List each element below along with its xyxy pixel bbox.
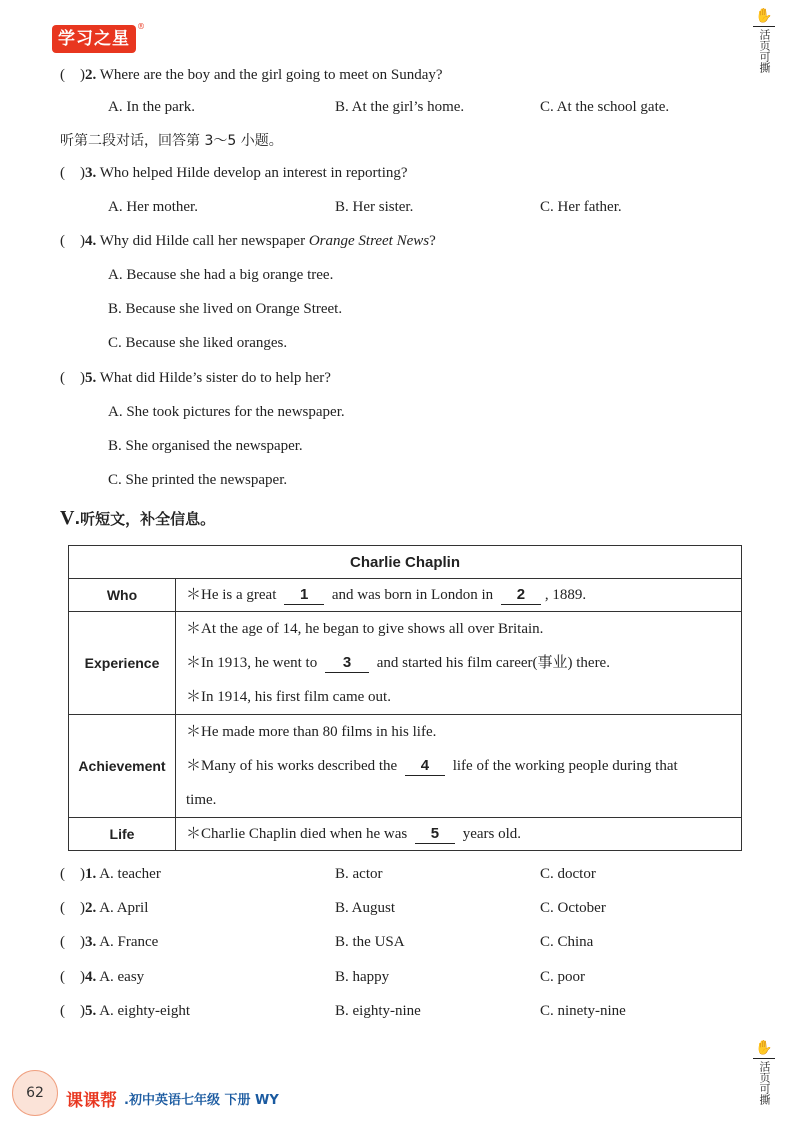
choice-question-4	[60, 968, 144, 986]
cell-text: life of the working people during that	[452, 758, 678, 774]
row-header-life: Life	[69, 818, 176, 851]
question-text: What did Hilde’s sister do to help her?	[99, 370, 331, 386]
option-b: B. August	[335, 900, 396, 916]
option-b: B. eighty-nine	[335, 1003, 421, 1019]
row-life	[176, 818, 742, 851]
cell-text: ＊Many of his works described the	[186, 758, 398, 774]
option-b: B. happy	[335, 969, 390, 985]
section-v-heading	[60, 507, 215, 530]
question-text: Why did Hilde call her newspaper	[99, 233, 309, 249]
cell-text: ＊He is a great	[186, 587, 277, 603]
question-number: 5.	[85, 370, 97, 386]
answer-paren[interactable]: ( )	[60, 1003, 85, 1019]
question-number: 3.	[85, 165, 97, 181]
row-who	[176, 579, 742, 612]
section-numeral: V	[60, 507, 75, 529]
tear-divider	[753, 26, 775, 27]
option-c: C. Because she liked oranges.	[108, 335, 288, 351]
cell-text: years old.	[462, 826, 522, 842]
row-experience	[176, 612, 742, 715]
question-number: 2.	[85, 67, 97, 83]
question-text: Where are the boy and the girl going to meet on Sunday?	[99, 67, 443, 83]
option-a: A. France	[99, 934, 159, 950]
option-c: C. Her father.	[540, 199, 622, 215]
blank-1[interactable]: 1	[284, 586, 324, 605]
option-c: C. doctor	[540, 866, 596, 882]
question-4	[60, 232, 436, 250]
row-achievement	[176, 715, 742, 818]
cell-text: , 1889.	[544, 587, 587, 603]
footer-brand: 课课帮	[66, 1091, 117, 1111]
option-a: A. She took pictures for the newspaper.	[108, 404, 345, 420]
question-number: 4.	[85, 969, 97, 985]
question-number: 5.	[85, 1003, 97, 1019]
option-a: A. easy	[99, 969, 145, 985]
question-number: 4.	[85, 233, 97, 249]
choice-question-3	[60, 933, 158, 951]
option-b: B. actor	[335, 866, 383, 882]
section-title: .听短文，补全信息。	[74, 510, 216, 528]
option-b: B. At the girl’s home.	[335, 99, 465, 115]
cell-text: ＊He made more than 80 films in his life.	[186, 724, 437, 740]
tear-label: 活页可撕	[758, 1061, 771, 1105]
hand-tear-icon: ✋	[755, 1040, 773, 1056]
answer-paren[interactable]: ( )	[60, 934, 85, 950]
option-c: C. At the school gate.	[540, 99, 670, 115]
tear-strip-top	[750, 8, 778, 73]
cell-text: ＊In 1914, his first film came out.	[186, 689, 391, 705]
blank-4[interactable]: 4	[405, 757, 445, 776]
row-header-achievement: Achievement	[69, 715, 176, 818]
option-a: A. April	[99, 900, 149, 916]
answer-paren[interactable]: ( )	[60, 370, 85, 386]
table-title: Charlie Chaplin	[69, 546, 742, 579]
tear-strip-bottom	[750, 1040, 778, 1105]
option-a: A. teacher	[99, 866, 161, 882]
question-number: 1.	[85, 866, 97, 882]
blank-3[interactable]: 3	[325, 654, 369, 673]
choice-question-5	[60, 1002, 190, 1020]
page-number: 62	[12, 1070, 58, 1116]
footer-book-title: .初中英语七年级 下册 WY	[124, 1093, 279, 1108]
question-3	[60, 164, 408, 182]
option-c: C. poor	[540, 969, 585, 985]
question-number: 2.	[85, 900, 97, 916]
option-c: C. ninety-nine	[540, 1003, 626, 1019]
answer-paren[interactable]: ( )	[60, 969, 85, 985]
cell-text: and was born in London in	[331, 587, 494, 603]
option-a: A. Because she had a big orange tree.	[108, 267, 334, 283]
row-header-experience: Experience	[69, 612, 176, 715]
answer-paren[interactable]: ( )	[60, 165, 85, 181]
cell-text: ＊At the age of 14, he began to give shows all over Britain.	[186, 621, 544, 637]
option-a: A. eighty-eight	[99, 1003, 191, 1019]
brand-logo: 学习之星	[52, 25, 136, 53]
choice-question-2	[60, 899, 148, 917]
question-mark: ?	[429, 233, 436, 249]
row-header-who: Who	[69, 579, 176, 612]
tear-divider	[753, 1058, 775, 1059]
section-instruction: 听第二段对话，回答第 3～5 小题。	[60, 133, 283, 149]
option-b: B. the USA	[335, 934, 405, 950]
option-b: B. Because she lived on Orange Street.	[108, 301, 343, 317]
answer-paren[interactable]: ( )	[60, 67, 85, 83]
charlie-chaplin-table	[68, 545, 742, 851]
answer-paren[interactable]: ( )	[60, 866, 85, 882]
registered-mark: ®	[137, 22, 145, 31]
blank-5[interactable]: 5	[415, 825, 455, 844]
cell-text: time.	[186, 792, 217, 808]
option-c: C. China	[540, 934, 594, 950]
question-number: 3.	[85, 934, 97, 950]
option-c: C. October	[540, 900, 606, 916]
option-b: B. Her sister.	[335, 199, 414, 215]
tear-label: 活页可撕	[758, 29, 771, 73]
question-text: Who helped Hilde develop an interest in reporting?	[99, 165, 408, 181]
cell-text: ＊In 1913, he went to	[186, 655, 318, 671]
question-2	[60, 66, 443, 84]
choice-question-1	[60, 865, 161, 883]
option-a: A. In the park.	[108, 99, 196, 115]
blank-2[interactable]: 2	[501, 586, 541, 605]
answer-paren[interactable]: ( )	[60, 233, 85, 249]
option-b: B. She organised the newspaper.	[108, 438, 303, 454]
cell-text: and started his film career(事业) there.	[376, 655, 610, 671]
question-5	[60, 369, 331, 387]
newspaper-title: Orange Street News	[308, 233, 430, 249]
hand-tear-icon: ✋	[755, 8, 773, 24]
option-c: C. She printed the newspaper.	[108, 472, 288, 488]
cell-text: ＊Charlie Chaplin died when he was	[186, 826, 408, 842]
option-a: A. Her mother.	[108, 199, 198, 215]
answer-paren[interactable]: ( )	[60, 900, 85, 916]
